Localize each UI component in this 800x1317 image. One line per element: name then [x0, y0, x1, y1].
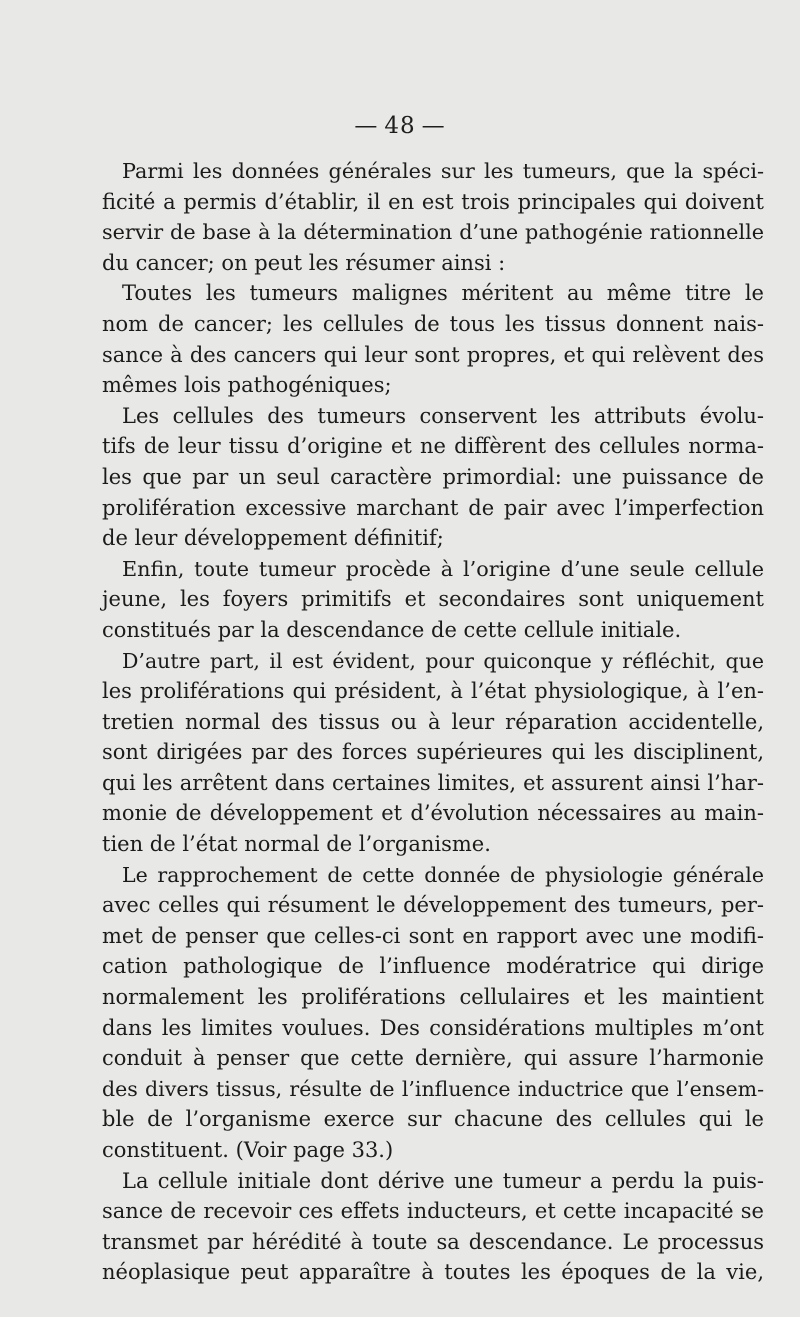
text-line: des divers tissus, résulte de l’influence inductrice que l’ensem- [102, 1076, 764, 1101]
text-line: normalement les proliférations cellulaires et les maintient [102, 985, 764, 1010]
page-number-dash-left: — [354, 113, 379, 139]
page-number-dash-right: — [421, 113, 446, 139]
text-line: transmet par hérédité à toute sa descendance. Le processus [102, 1229, 764, 1254]
text-line: les que par un seul caractère primordial: une puissance de [102, 464, 764, 489]
text-line: qui les arrêtent dans certaines limites, et assurent ainsi l’har- [102, 770, 764, 795]
text-line: Les cellules des tumeurs conservent les attributs évolu- [122, 403, 764, 428]
text-line: ficité a permis d’établir, il en est trois principales qui doivent [102, 189, 764, 214]
text-line: de leur développement définitif; [102, 526, 444, 551]
text-line: La cellule initiale dont dérive une tumeur a perdu la puis- [122, 1168, 764, 1193]
text-line: nom de cancer; les cellules de tous les tissus donnent nais- [102, 311, 764, 336]
text-line: avec celles qui résument le développement des tumeurs, per- [102, 893, 764, 918]
text-line: les proliférations qui président, à l’état physiologique, à l’en- [102, 679, 764, 704]
text-line: Toutes les tumeurs malignes méritent au même titre le [122, 281, 764, 306]
text-line: sont dirigées par des forces supérieures qui les disciplinent, [102, 740, 764, 765]
text-line: sance à des cancers qui leur sont propres, et qui relèvent des [102, 342, 764, 367]
text-line: sance de recevoir ces effets inducteurs, et cette incapacité se [102, 1199, 764, 1224]
text-line: Le rapprochement de cette donnée de physiologie générale [122, 862, 764, 887]
body-text [102, 156, 764, 1288]
text-line: cation pathologique de l’influence modératrice qui dirige [102, 954, 764, 979]
text-line: monie de développement et d’évolution nécessaires au main- [102, 801, 764, 826]
page-number-value: 48 [384, 113, 416, 139]
text-line: néoplasique peut apparaître à toutes les époques de la vie, [102, 1260, 764, 1285]
text-line: constituent. (Voir page 33.) [102, 1138, 394, 1162]
text-line: servir de base à la détermination d’une pathogénie rationnelle [102, 220, 764, 245]
text-line: mêmes lois pathogéniques; [102, 373, 392, 398]
text-line: Parmi les données générales sur les tumeurs, que la spéci- [122, 159, 764, 183]
text-line: jeune, les foyers primitifs et secondaires sont uniquement [102, 587, 764, 612]
text-line: tifs de leur tissu d’origine et ne diffèrent des cellules norma- [102, 434, 764, 459]
text-line: tien de l’état normal de l’organisme. [102, 832, 491, 857]
page-number [0, 113, 800, 139]
text-line: du cancer; on peut les résumer ainsi : [102, 250, 506, 275]
text-line: met de penser que celles-ci sont en rapport avec une modifi- [102, 923, 764, 948]
text-line: conduit à penser que cette dernière, qui assure l’harmonie [102, 1046, 764, 1071]
text-line: prolifération excessive marchant de pair avec l’imperfection [102, 495, 764, 520]
text-line: D’autre part, il est évident, pour quiconque y réfléchit, que [122, 648, 764, 673]
text-line: tretien normal des tissus ou à leur réparation accidentelle, [102, 709, 764, 734]
text-line: ble de l’organisme exerce sur chacune des cellules qui le [102, 1107, 764, 1132]
text-line: dans les limites voulues. Des considérations multiples m’ont [102, 1015, 764, 1040]
text-line: constitués par la descendance de cette cellule initiale. [102, 617, 682, 642]
text-line: Enfin, toute tumeur procède à l’origine d’une seule cellule [122, 556, 764, 581]
